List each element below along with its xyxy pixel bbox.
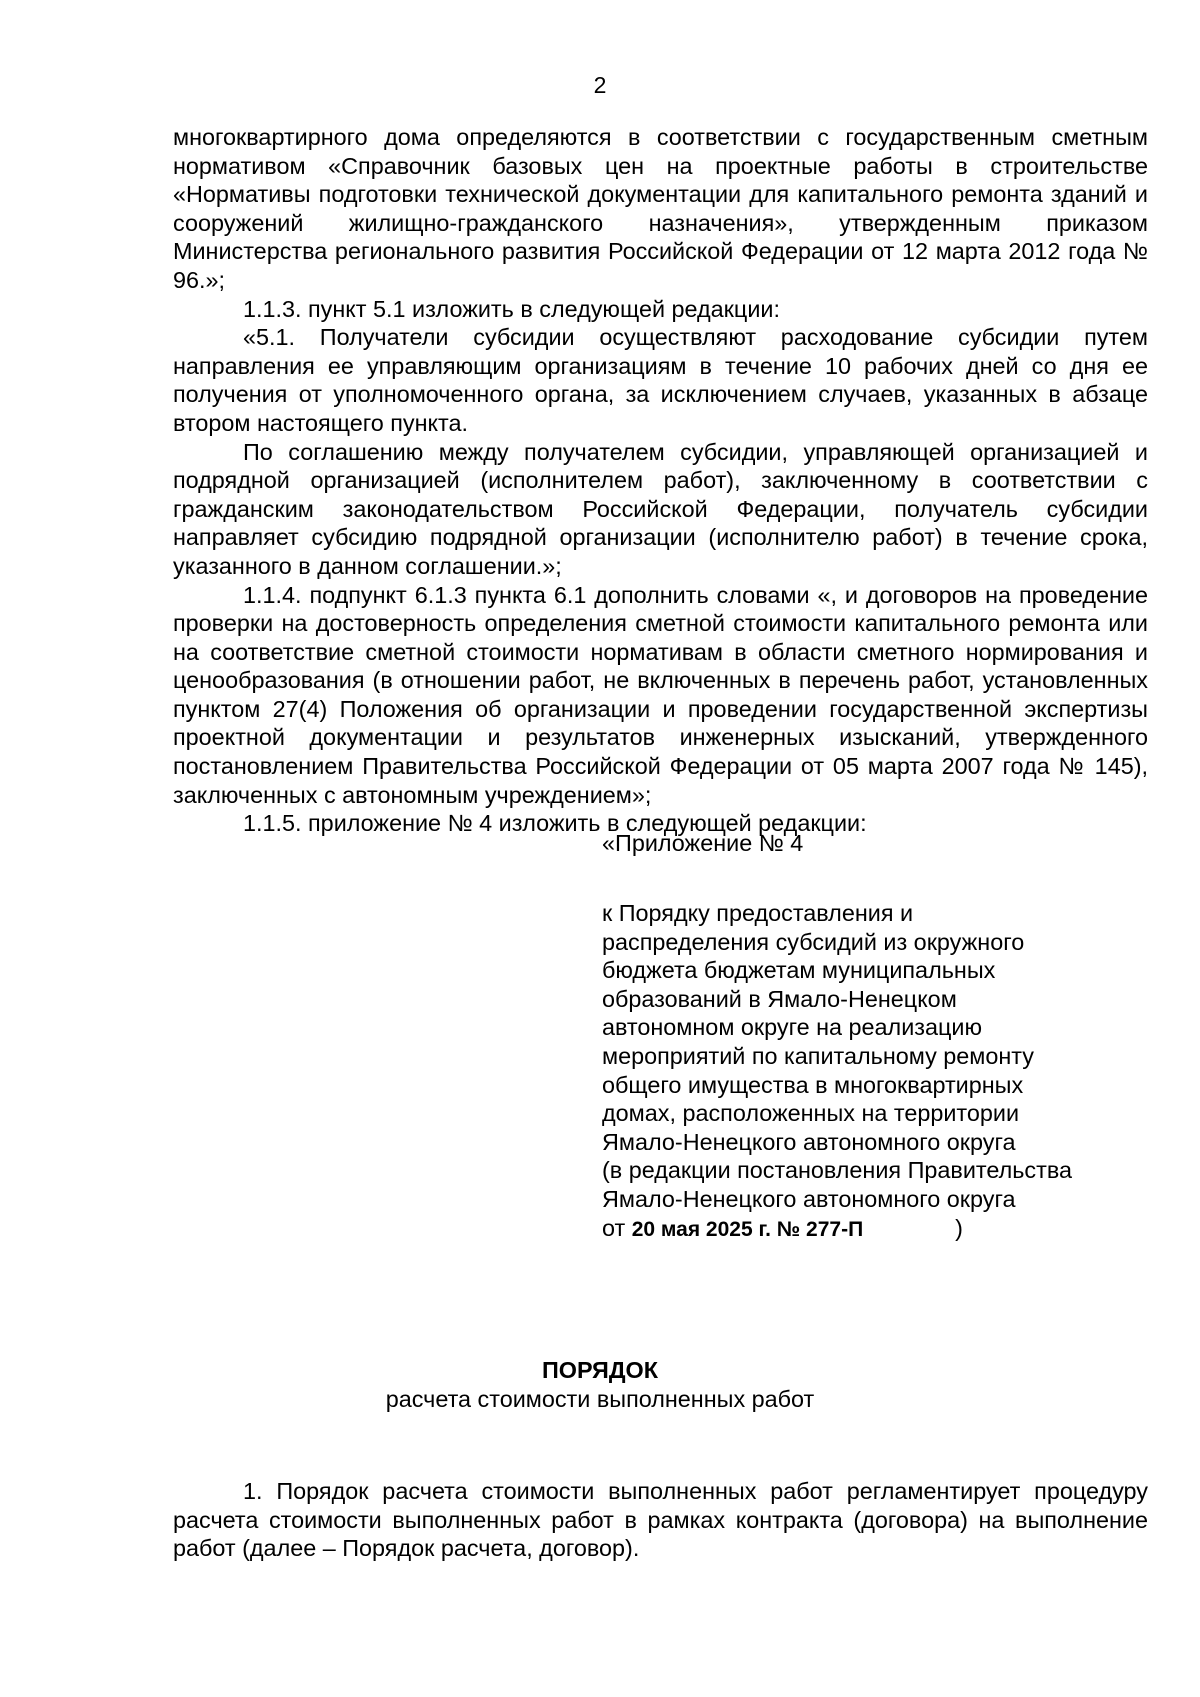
title-subtitle: расчета стоимости выполненных работ xyxy=(385,1385,815,1412)
paragraph-continuation: многоквартирного дома определяются в соответствии с государственным сметным нормативом «Справочник базовых цен на проектные работы в строительстве «Нормативы подготовки технической документации для капитального ремонта зданий и сооружений жилищно-гражданского назначения», утвержденным приказом Министерства регионального развития Российской Федерации от 12 марта 2012 года № 96.»; xyxy=(173,124,1148,293)
appendix-line: бюджета бюджетам муниципальных xyxy=(602,957,996,984)
paragraph-agreement: По соглашению между получателем субсидии, управляющей организацией и подрядной организацией (исполнителем работ), заключенному в соответствии с гражданским законодательством Российской Федерации, получатель субсидии направляет субсидию подрядной организации (исполнителю работ) в течение срока, указанного в данном соглашении.»; xyxy=(173,438,1148,579)
date-prefix: от xyxy=(602,1214,626,1241)
paragraph-item-5-1: «5.1. Получатели субсидии осуществляют расходование субсидии путем направления ее управляющим организациям в течение 10 рабочих дней со дня ее получения от уполномоченного органа, за исключением случаев, указанных в абзаце втором настоящего пункта. xyxy=(173,324,1148,436)
closing-text xyxy=(173,1477,1148,1563)
appendix-block xyxy=(602,830,1162,1244)
document-title xyxy=(0,1356,1200,1413)
appendix-line: к Порядку предоставления и xyxy=(602,900,914,926)
appendix-line: распределения субсидий из окружного xyxy=(602,928,1025,955)
page-number: 2 xyxy=(593,72,607,98)
paragraph-point-1: 1. Порядок расчета стоимости выполненных работ регламентирует процедуру расчета стоимости выполненных работ в рамках контракта (договора) на выполнение работ (далее – Порядок расчета, договор). xyxy=(173,1478,1148,1562)
date-suffix: ) xyxy=(955,1214,963,1241)
appendix-heading: «Приложение № 4 xyxy=(602,830,804,856)
paragraph-item-1-1-4: 1.1.4. подпункт 6.1.3 пункта 6.1 дополнить словами «, и договоров на проведение проверки на достоверность определения сметной стоимости капитального ремонта или на соответствие сметной стоимости нормативам в области сметного нормирования и ценообразования (в отношении работ, не включенных в перечень работ, установленных пунктом 27(4) Положения об организации и проведении государственной экспертизы проектной документации и результатов инженерных изысканий, утвержденного постановлением Правительства Российской Федерации от 05 марта 2007 года № 145), заключенных с автономным учреждением»; xyxy=(173,581,1148,808)
appendix-line: Ямало-Ненецкого автономного округа xyxy=(602,1128,1016,1155)
appendix-line: Ямало-Ненецкого автономного округа xyxy=(602,1185,1016,1212)
paragraph-item-1-1-5: 1.1.5. приложение № 4 изложить в следующей редакции: xyxy=(243,810,867,837)
body-text xyxy=(173,123,1148,838)
resolution-date-number: 20 мая 2025 г. № 277-П xyxy=(631,1217,864,1241)
appendix-line: образований в Ямало-Ненецком xyxy=(602,985,957,1012)
appendix-line: домах, расположенных на территории xyxy=(602,1100,1020,1127)
appendix-line: мероприятий по капитальному ремонту xyxy=(602,1042,1034,1069)
appendix-line: автономном округе на реализацию xyxy=(602,1014,983,1041)
appendix-line: общего имущества в многоквартирных xyxy=(602,1071,1024,1098)
title-main: ПОРЯДОК xyxy=(542,1357,658,1383)
paragraph-item-1-1-3: 1.1.3. пункт 5.1 изложить в следующей редакции: xyxy=(243,295,780,322)
appendix-date-line xyxy=(602,1214,1162,1245)
appendix-line: (в редакции постановления Правительства xyxy=(602,1157,1073,1184)
